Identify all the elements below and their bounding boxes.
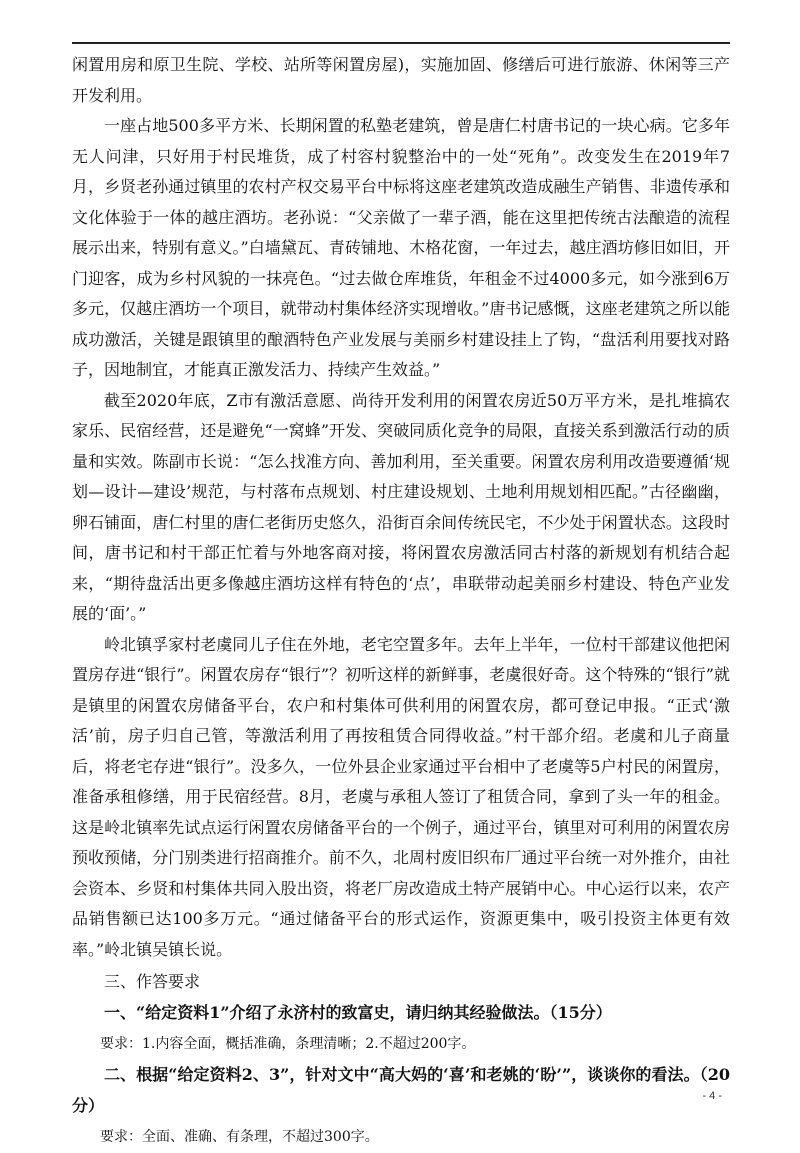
question-1-requirement: 要求：1.内容全面，概括准确，条理清晰；2.不超过200字。 bbox=[100, 1036, 476, 1052]
paragraph-z-city-planning: 截至2020年底，Z市有激活意愿、尚待开发利用的闲置农房近50万平方米，是扎堆搞农家乐、民宿经营，还是避免“一窝蜂”开发、突破同质化竞争的局限，直接关系到激活行动的质量和实效。陈副市长说：“怎么找准方向、善加利用，至关重要。闲置农房利用改造要遵循‘规划—设计—建设’规范，与村落布点规划、村庄建设规划、土地利用规划相匹配。”古径幽幽，卵石铺面，唐仁村里的唐仁老街历史悠久，沿街百余间传统民宅，不少处于闲置状态。这段时间，唐书记和村干部正忙着与外地客商对接，将闲置农房激活同古村落的新规划有机结合起来，“期待盘活出更多像越庄酒坊这样有特色的‘点’，串联带动起美丽乡村建设、特色产业发展的‘面’。” bbox=[72, 390, 730, 623]
section-heading: 三、作答要求 bbox=[104, 972, 201, 991]
paragraph-yuezhuang-winery: 一座占地500多平方米、长期闲置的私塾老建筑，曾是唐仁村唐书记的一块心病。它多年无人问津，只好用于村民堆货，成了村容村貌整治中的一处“死角”。改变发生在2019年7月，乡贤老孙通过镇里的农村产权交易平台中标将这座老建筑改造成融生产销售、非遗传承和文化体验于一体的越庄酒坊。老孙说：“父亲做了一辈子酒，能在这里把传统古法酿造的流程展示出来，特别有意义。”白墙黛瓦、青砖铺地、木格花窗，一年过去，越庄酒坊修旧如旧，开门迎客，成为乡村风貌的一抹亮色。“过去做仓库堆货，年租金不过4000多元，如今涨到6万多元，仅越庄酒坊一个项目，就带动村集体经济实现增收。”唐书记感慨，这座老建筑之所以能成功激活，关键是跟镇里的酿酒特色产业发展与美丽乡村建设挂上了钩，“盘活利用要找对路子，因地制宜，才能真正激发活力、持续产生效益。” bbox=[72, 116, 730, 379]
question-2-requirement: 要求：全面、准确、有条理，不超过300字。 bbox=[100, 1129, 379, 1145]
paragraph-lingbei-bank: 岭北镇孚家村老虞同儿子住在外地，老宅空置多年。去年上半年，一位村干部建议他把闲置房存进“银行”。闲置农房存“银行”？初听这样的新鲜事，老虞很好奇。这个特殊的“银行”就是镇里的闲置农房储备平台，农户和村集体可供利用的闲置农房，都可登记申报。“正式‘激活’前，房子归自己管，等激活利用了再按租赁合同得收益。”村干部介绍。老虞和儿子商量后，将老宅存进“银行”。没多久，一位外县企业家通过平台相中了老虞等5户村民的闲置房，准备承租修缮，用于民宿经营。8月，老虞与承租人签订了租赁合同，拿到了头一年的租金。这是岭北镇率先试点运行闲置农房储备平台的一个例子，通过平台，镇里对可利用的闲置农房预收预储，分门别类进行招商推介。前不久，北周村废旧织布厂通过平台统一对外推介，由社会资本、乡贤和村集体共同入股出资，将老厂房改造成土特产展销中心。中心运行以来，农产品销售额已达100多万元。“通过储备平台的形式运作，资源更集中，吸引投资主体更有效率。”岭北镇吴镇长说。 bbox=[72, 634, 730, 959]
question-2: 二、根据“给定资料2、3”，针对文中“高大妈的‘喜’和老姚的‘盼’”，谈谈你的看法。（20分） bbox=[72, 1065, 730, 1115]
document-body bbox=[72, 50, 730, 1153]
paragraph-continuation: 闲置用房和原卫生院、学校、站所等闲置房屋)，实施加固、修缮后可进行旅游、休闲等三产开发利用。 bbox=[72, 55, 730, 105]
page-number: - 4 - bbox=[702, 1090, 722, 1102]
header-rule bbox=[72, 42, 730, 44]
question-1: 一、“给定资料1”介绍了永济村的致富史，请归纳其经验做法。（15分） bbox=[104, 1002, 612, 1022]
